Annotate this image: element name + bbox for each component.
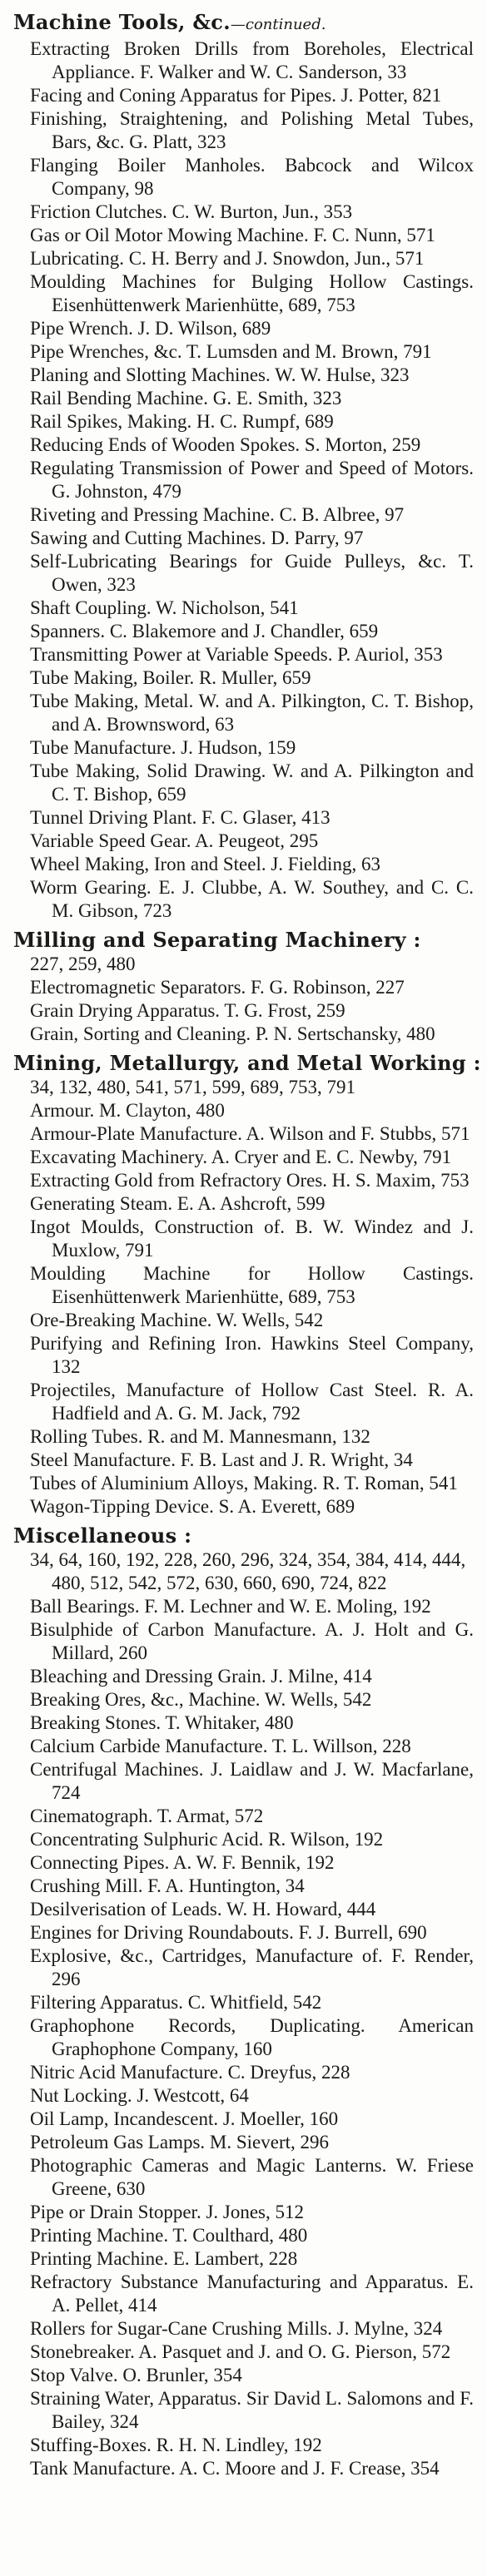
index-entry: Spanners. C. Blakemore and J. Chandler, 659 (30, 621, 379, 642)
index-entry: Printing Machine. E. Lambert, 228 (30, 2248, 298, 2269)
index-entry: Projectiles, Manufacture of Hollow Cast Steel. R. A. Hadfield and A. G. M. Jack, 792 (30, 1380, 474, 1424)
index-entry: Ingot Moulds, Construction of. B. W. Windez and J. Muxlow, 791 (30, 1216, 474, 1261)
index-entry: Connecting Pipes. A. W. F. Bennik, 192 (30, 1852, 335, 1873)
index-entry: Tube Manufacture. J. Hudson, 159 (30, 737, 296, 758)
section-heading-text: Milling and Separating Machinery : (13, 928, 421, 952)
section-heading (13, 10, 474, 37)
index-entry: Bleaching and Dressing Grain. J. Milne, 414 (30, 1666, 372, 1687)
section-heading-text: Machine Tools, &c. (13, 10, 231, 34)
index-entry: Desilverisation of Leads. W. H. Howard, 444 (30, 1899, 376, 1920)
index-entry: Nitric Acid Manufacture. C. Dreyfus, 228 (30, 2062, 350, 2083)
index-entry: Stuffing-Boxes. R. H. N. Lindley, 192 (30, 2435, 322, 2455)
section-page-refs: 34, 64, 160, 192, 228, 260, 296, 324, 354, 384, 414, 444, 480, 512, 542, 572, 630, 660, 690, 724, 822 (30, 1549, 466, 1593)
index-entry: Tank Manufacture. A. C. Moore and J. F. Crease, 354 (30, 2458, 440, 2479)
section-heading-text: Mining, Metallurgy, and Metal Working : (13, 1051, 481, 1075)
index-entry: Moulding Machines for Bulging Hollow Castings. Eisenhüttenwerk Marienhütte, 689, 753 (30, 271, 474, 315)
index-entry: Pipe or Drain Stopper. J. Jones, 512 (30, 2202, 305, 2222)
index-entry: Calcium Carbide Manufacture. T. L. Willson, 228 (30, 1736, 411, 1756)
index-entry: Photographic Cameras and Magic Lanterns. W. Friese Greene, 630 (30, 2155, 474, 2199)
index-entry: Electromagnetic Separators. F. G. Robinson, 227 (30, 977, 405, 998)
index-entry: Straining Water, Apparatus. Sir David L. Salomons and F. Bailey, 324 (30, 2388, 474, 2432)
index-entry: Ore-Breaking Machine. W. Wells, 542 (30, 1310, 324, 1330)
index-entry: Flanging Boiler Manholes. Babcock and Wilcox Company, 98 (30, 155, 474, 199)
index-entry: Sawing and Cutting Machines. D. Parry, 97 (30, 528, 364, 548)
index-entry: Tubes of Aluminium Alloys, Making. R. T. Roman, 541 (30, 1473, 458, 1494)
index-entry: Stonebreaker. A. Pasquet and J. and O. G. Pierson, 572 (30, 2341, 451, 2362)
index-entry: Refractory Substance Manufacturing and Apparatus. E. A. Pellet, 414 (30, 2271, 474, 2316)
index-entry: Bisulphide of Carbon Manufacture. A. J. Holt and G. Millard, 260 (30, 1619, 474, 1663)
index-entry: Concentrating Sulphuric Acid. R. Wilson, 192 (30, 1829, 384, 1850)
index-entry: Reducing Ends of Wooden Spokes. S. Morton, 259 (30, 434, 421, 455)
section-heading-text: Miscellaneous : (13, 1523, 192, 1548)
index-entry: Excavating Machinery. A. Cryer and E. C. Newby, 791 (30, 1147, 452, 1167)
index-entry: Wheel Making, Iron and Steel. J. Fielding, 63 (30, 854, 380, 874)
index-entry: Rail Bending Machine. G. E. Smith, 323 (30, 388, 342, 409)
index-entry: Graphophone Records, Duplicating. American Graphophone Company, 160 (30, 2015, 474, 2059)
index-entry: Armour. M. Clayton, 480 (30, 1100, 225, 1121)
index-entry: Worm Gearing. E. J. Clubbe, A. W. Southey, and C. C. M. Gibson, 723 (30, 877, 474, 921)
index-entry: Breaking Stones. T. Whitaker, 480 (30, 1712, 294, 1733)
index-entry: Ball Bearings. F. M. Lechner and W. E. Moling, 192 (30, 1596, 431, 1617)
section-page-refs: 227, 259, 480 (30, 954, 136, 974)
index-entry: Breaking Ores, &c., Machine. W. Wells, 542 (30, 1689, 372, 1710)
index-entry: Wagon-Tipping Device. S. A. Everett, 689 (30, 1496, 355, 1517)
index-entry: Transmitting Power at Variable Speeds. P. Auriol, 353 (30, 644, 443, 665)
index-entry: Extracting Gold from Refractory Ores. H. S. Maxim, 753 (30, 1170, 470, 1191)
index-entry: Grain, Sorting and Cleaning. P. N. Sertschansky, 480 (30, 1023, 435, 1044)
index-entry: Crushing Mill. F. A. Huntington, 34 (30, 1875, 305, 1896)
index-entry: Rollers for Sugar-Cane Crushing Mills. J. Mylne, 324 (30, 2318, 443, 2339)
index-entry: Riveting and Pressing Machine. C. B. Albree, 97 (30, 504, 405, 525)
index-entry: Variable Speed Gear. A. Peugeot, 295 (30, 830, 319, 851)
index-entry: Engines for Driving Roundabouts. F. J. Burrell, 690 (30, 1922, 427, 1943)
index-entry: Printing Machine. T. Coulthard, 480 (30, 2225, 308, 2246)
section-heading (13, 1523, 474, 1548)
section-mining-metallurgy-and-metal-working (13, 1051, 481, 1518)
index-entry: Rail Spikes, Making. H. C. Rumpf, 689 (30, 411, 334, 432)
index-entry: Purifying and Refining Iron. Hawkins Steel Company, 132 (30, 1333, 474, 1377)
index-entry: Generating Steam. E. A. Ashcroft, 599 (30, 1193, 325, 1214)
section-miscellaneous (13, 1523, 474, 2480)
index-entry: Friction Clutches. C. W. Burton, Jun., 353 (30, 201, 353, 222)
index-entry: Stop Valve. O. Brunler, 354 (30, 2365, 242, 2385)
section-heading (13, 928, 474, 953)
section-machine-tools-c (13, 10, 474, 923)
index-entry: Regulating Transmission of Power and Speed of Motors. G. Johnston, 479 (30, 458, 474, 502)
index-entry: Explosive, &c., Cartridges, Manufacture of. F. Render, 296 (30, 1945, 474, 1989)
index-entry: Planing and Slotting Machines. W. W. Hulse, 323 (30, 364, 410, 385)
index-entry: Tube Making, Solid Drawing. W. and A. Pilkington and C. T. Bishop, 659 (30, 760, 474, 805)
index-entry: Shaft Coupling. W. Nicholson, 541 (30, 597, 299, 618)
index-entry: Petroleum Gas Lamps. M. Sievert, 296 (30, 2132, 330, 2152)
index-entry: Cinematograph. T. Armat, 572 (30, 1806, 264, 1826)
index-entry: Pipe Wrench. J. D. Wilson, 689 (30, 318, 271, 339)
section-page-refs: 34, 132, 480, 541, 571, 599, 689, 753, 791 (30, 1077, 355, 1097)
continued-label: —continued. (230, 16, 326, 33)
index-entry: Facing and Coning Apparatus for Pipes. J. Potter, 821 (30, 85, 442, 106)
section-heading (13, 1051, 481, 1076)
index-entry: Rolling Tubes. R. and M. Mannesmann, 132 (30, 1426, 370, 1447)
index-entry: Moulding Machine for Hollow Castings. Eisenhüttenwerk Marienhütte, 689, 753 (30, 1263, 474, 1307)
index-entry: Tube Making, Boiler. R. Muller, 659 (30, 667, 311, 688)
index-entry: Gas or Oil Motor Mowing Machine. F. C. Nunn, 571 (30, 225, 435, 245)
index-entry: Tunnel Driving Plant. F. C. Glaser, 413 (30, 807, 330, 828)
index-entry: Steel Manufacture. F. B. Last and J. R. Wright, 34 (30, 1449, 413, 1470)
index-entry: Self-Lubricating Bearings for Guide Pulleys, &c. T. Owen, 323 (30, 551, 474, 595)
index-entry: Finishing, Straightening, and Polishing Metal Tubes, Bars, &c. G. Platt, 323 (30, 108, 474, 152)
index-entry: Filtering Apparatus. C. Whitfield, 542 (30, 1992, 322, 2013)
index-entry: Lubricating. C. H. Berry and J. Snowdon, Jun., 571 (30, 248, 425, 269)
index-entry: Armour-Plate Manufacture. A. Wilson and F. Stubbs, 571 (30, 1123, 470, 1144)
index-entry: Pipe Wrenches, &c. T. Lumsden and M. Brown, 791 (30, 341, 432, 362)
index-entry: Tube Making, Metal. W. and A. Pilkington, C. T. Bishop, and A. Brownsword, 63 (30, 691, 474, 735)
section-milling-and-separating-machinery (13, 928, 474, 1046)
index-entry: Extracting Broken Drills from Boreholes, Electrical Appliance. F. Walker and W. C. Sanderson, 33 (30, 38, 474, 82)
index-entry: Nut Locking. J. Westcott, 64 (30, 2085, 249, 2106)
index-entry: Grain Drying Apparatus. T. G. Frost, 259 (30, 1000, 345, 1021)
index-entry: Oil Lamp, Incandescent. J. Moeller, 160 (30, 2108, 339, 2129)
index-entry: Centrifugal Machines. J. Laidlaw and J. W. Macfarlane, 724 (30, 1759, 474, 1803)
